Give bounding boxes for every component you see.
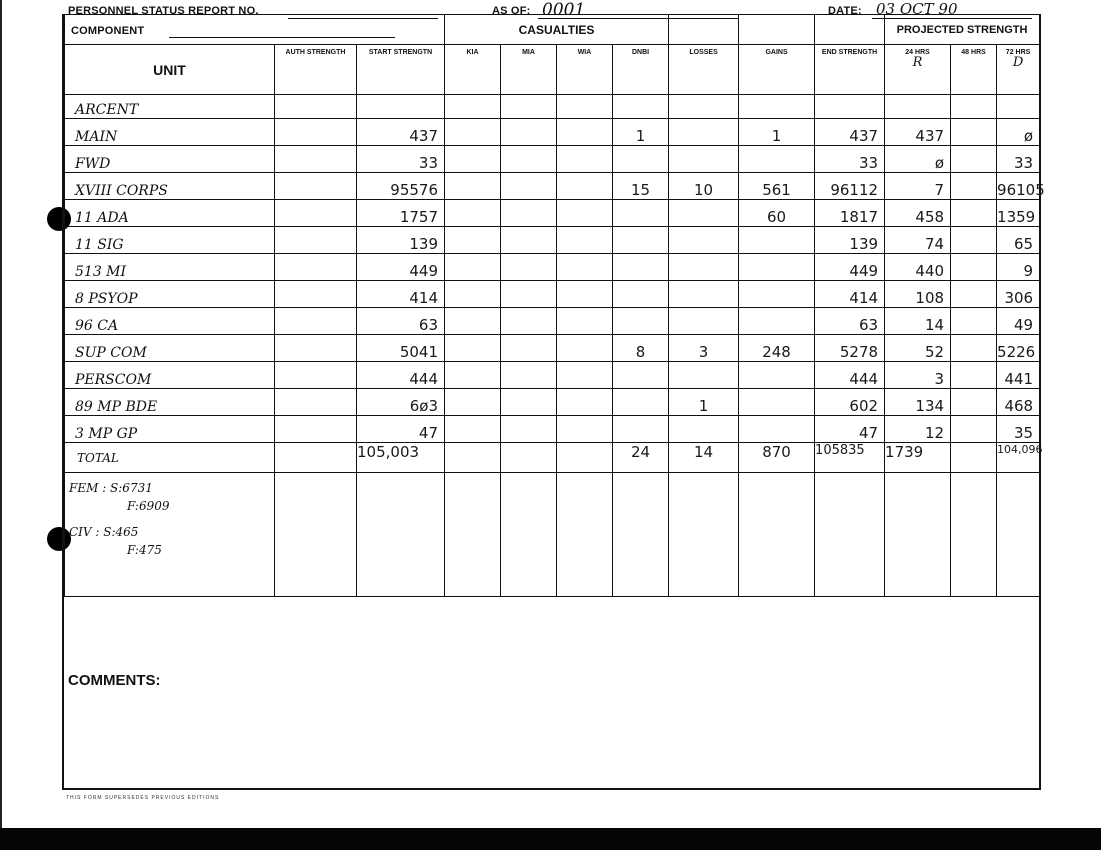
- cell-start: 449: [357, 254, 445, 281]
- cell-mia: [501, 254, 557, 281]
- cell-kia: [445, 308, 501, 335]
- cell-auth: [275, 173, 357, 200]
- cell-h24: 7: [885, 173, 951, 200]
- kia-col-header: KIA: [445, 45, 501, 95]
- total-end: 105835: [815, 443, 885, 473]
- total-row: [65, 443, 1040, 473]
- cell-end: 414: [815, 281, 885, 308]
- cell-start: 6ø3: [357, 389, 445, 416]
- cell-h48: [951, 173, 997, 200]
- cell-mia: [501, 362, 557, 389]
- cell-wia: [557, 362, 613, 389]
- cell-wia: [557, 95, 613, 119]
- cell-h72: ø: [997, 119, 1040, 146]
- cell-gains: [739, 254, 815, 281]
- cell-end: 33: [815, 146, 885, 173]
- cell-mia: [501, 335, 557, 362]
- cell-unit: SUP COM: [65, 335, 275, 362]
- cell-h48: [951, 389, 997, 416]
- cell-end: 96112: [815, 173, 885, 200]
- table-row: [65, 173, 1040, 200]
- cell-dnbi: [613, 227, 669, 254]
- cell-gains: 60: [739, 200, 815, 227]
- cell-dnbi: [613, 95, 669, 119]
- cell-losses: 3: [669, 335, 739, 362]
- cell-kia: [445, 335, 501, 362]
- total-h24: 1739: [885, 443, 951, 473]
- cell-losses: [669, 119, 739, 146]
- cell-gains: [739, 95, 815, 119]
- table-row: [65, 146, 1040, 173]
- cell-start: 63: [357, 308, 445, 335]
- cell-wia: [557, 173, 613, 200]
- cell-h72: 35: [997, 416, 1040, 443]
- table-row: [65, 335, 1040, 362]
- cell-h72: 65: [997, 227, 1040, 254]
- cell-dnbi: 8: [613, 335, 669, 362]
- h48-col-header: 48 HRS: [951, 45, 997, 95]
- cell-h48: [951, 146, 997, 173]
- total-auth: [275, 443, 357, 473]
- cell-losses: 10: [669, 173, 739, 200]
- cell-gains: [739, 146, 815, 173]
- cell-unit: 3 MP GP: [65, 416, 275, 443]
- mia-col-header: MIA: [501, 45, 557, 95]
- cell-h24: 52: [885, 335, 951, 362]
- personnel-status-form: [62, 0, 1045, 790]
- status-table: [64, 14, 1045, 597]
- cell-h24: 440: [885, 254, 951, 281]
- cell-unit: 8 PSYOP: [65, 281, 275, 308]
- cell-kia: [445, 146, 501, 173]
- cell-auth: [275, 227, 357, 254]
- table-row: [65, 200, 1040, 227]
- casualties-header: CASUALTIES: [445, 15, 669, 45]
- cell-wia: [557, 119, 613, 146]
- cell-kia: [445, 254, 501, 281]
- cell-gains: 561: [739, 173, 815, 200]
- cell-h72: 441: [997, 362, 1040, 389]
- component-cell: [65, 15, 445, 45]
- date-value: 03 OCT 90: [876, 0, 958, 18]
- cell-losses: [669, 416, 739, 443]
- cell-start: 95576: [357, 173, 445, 200]
- cell-end: 449: [815, 254, 885, 281]
- cell-dnbi: [613, 146, 669, 173]
- cell-gains: 248: [739, 335, 815, 362]
- date-label: DATE:: [828, 5, 862, 17]
- cell-mia: [501, 227, 557, 254]
- cell-h72: 96105: [997, 173, 1040, 200]
- component-label: COMPONENT: [71, 25, 145, 37]
- cell-mia: [501, 281, 557, 308]
- unit-col-header: UNIT: [65, 45, 275, 95]
- table-row: [65, 389, 1040, 416]
- cell-auth: [275, 200, 357, 227]
- cell-kia: [445, 362, 501, 389]
- cell-start: 33: [357, 146, 445, 173]
- cell-gains: [739, 389, 815, 416]
- gains-col-header: GAINS: [739, 45, 815, 95]
- total-label: TOTAL: [65, 443, 275, 473]
- total-mia: [501, 443, 557, 473]
- table-row: [65, 362, 1040, 389]
- cell-losses: 1: [669, 389, 739, 416]
- cell-kia: [445, 173, 501, 200]
- h24-mark: R: [912, 55, 923, 70]
- table-row: [65, 281, 1040, 308]
- cell-unit: 89 MP BDE: [65, 389, 275, 416]
- cell-h48: [951, 200, 997, 227]
- cell-h48: [951, 281, 997, 308]
- cell-unit: XVIII CORPS: [65, 173, 275, 200]
- cell-end: 5278: [815, 335, 885, 362]
- cell-mia: [501, 200, 557, 227]
- cell-h48: [951, 95, 997, 119]
- cell-losses: [669, 362, 739, 389]
- cell-mia: [501, 95, 557, 119]
- cell-mia: [501, 416, 557, 443]
- cell-gains: 1: [739, 119, 815, 146]
- cell-losses: [669, 281, 739, 308]
- cell-kia: [445, 416, 501, 443]
- cell-h24: 3: [885, 362, 951, 389]
- cell-end: 602: [815, 389, 885, 416]
- cell-start: 139: [357, 227, 445, 254]
- form-footer: THIS FORM SUPERSEDES PREVIOUS EDITIONS: [66, 795, 220, 801]
- cell-unit: MAIN: [65, 119, 275, 146]
- cell-start: 437: [357, 119, 445, 146]
- cell-end: 139: [815, 227, 885, 254]
- cell-wia: [557, 227, 613, 254]
- total-start: 105,003: [357, 443, 445, 473]
- cell-h72: 1359: [997, 200, 1040, 227]
- notes-row: [65, 473, 1040, 597]
- cell-h24: 134: [885, 389, 951, 416]
- cell-dnbi: [613, 362, 669, 389]
- total-losses: 14: [669, 443, 739, 473]
- cell-losses: [669, 254, 739, 281]
- cell-mia: [501, 308, 557, 335]
- civ-start: CIV : S:465: [69, 525, 139, 539]
- fem-start: FEM : S:6731: [69, 481, 153, 495]
- cell-h48: [951, 362, 997, 389]
- table-row: [65, 119, 1040, 146]
- cell-h24: 108: [885, 281, 951, 308]
- cell-h48: [951, 416, 997, 443]
- cell-h48: [951, 308, 997, 335]
- cell-kia: [445, 281, 501, 308]
- cell-auth: [275, 119, 357, 146]
- table-row: [65, 227, 1040, 254]
- cell-h24: 437: [885, 119, 951, 146]
- h72-mark: D: [1012, 55, 1024, 70]
- projected-strength-header: PROJECTED STRENGTH: [885, 15, 1040, 45]
- table-row: [65, 95, 1040, 119]
- as-of-value: 0001: [542, 0, 586, 20]
- report-no-label: PERSONNEL STATUS REPORT NO.: [68, 5, 259, 17]
- cell-start: 444: [357, 362, 445, 389]
- comments-label: COMMENTS:: [68, 672, 161, 689]
- cell-h24: ø: [885, 146, 951, 173]
- end-col-header: END STRENGTH: [815, 45, 885, 95]
- cell-h72: 468: [997, 389, 1040, 416]
- cell-auth: [275, 416, 357, 443]
- table-row: [65, 416, 1040, 443]
- notes-cell: [65, 473, 275, 597]
- unit-rows: [65, 95, 1045, 443]
- civ-final: F:475: [127, 543, 162, 557]
- start-col-header: START STRENGTN: [357, 45, 445, 95]
- auth-col-header: AUTH STRENGTH: [275, 45, 357, 95]
- cell-gains: [739, 227, 815, 254]
- cell-h48: [951, 119, 997, 146]
- cell-h24: 12: [885, 416, 951, 443]
- cell-h72: 9: [997, 254, 1040, 281]
- cell-auth: [275, 95, 357, 119]
- cell-losses: [669, 227, 739, 254]
- cell-unit: FWD: [65, 146, 275, 173]
- cell-gains: [739, 281, 815, 308]
- cell-mia: [501, 173, 557, 200]
- cell-unit: PERSCOM: [65, 362, 275, 389]
- cell-end: 444: [815, 362, 885, 389]
- dnbi-col-header: DNBI: [613, 45, 669, 95]
- cell-kia: [445, 95, 501, 119]
- h24-label: 24 HRS: [905, 49, 930, 56]
- cell-h72: 49: [997, 308, 1040, 335]
- cell-dnbi: [613, 200, 669, 227]
- cell-h72: 306: [997, 281, 1040, 308]
- cell-dnbi: [613, 281, 669, 308]
- total-dnbi: 24: [613, 443, 669, 473]
- h72-label: 72 HRS: [1005, 49, 1031, 56]
- cell-kia: [445, 119, 501, 146]
- cell-end: [815, 95, 885, 119]
- cell-start: [357, 95, 445, 119]
- blank-header-1: [669, 15, 739, 45]
- fem-final: F:6909: [127, 499, 170, 513]
- cell-start: 5041: [357, 335, 445, 362]
- cell-h48: [951, 227, 997, 254]
- losses-col-header: LOSSES: [669, 45, 739, 95]
- table-row: [65, 308, 1040, 335]
- cell-h24: [885, 95, 951, 119]
- cell-dnbi: 1: [613, 119, 669, 146]
- cell-mia: [501, 119, 557, 146]
- cell-h24: 458: [885, 200, 951, 227]
- scan-bottom-bar: [0, 828, 1101, 850]
- as-of-label: AS OF:: [492, 5, 531, 17]
- cell-auth: [275, 389, 357, 416]
- total-h48: [951, 443, 997, 473]
- cell-h48: [951, 254, 997, 281]
- cell-auth: [275, 362, 357, 389]
- cell-losses: [669, 95, 739, 119]
- blank-header-2: [739, 15, 815, 45]
- cell-dnbi: [613, 416, 669, 443]
- wia-col-header: WIA: [557, 45, 613, 95]
- total-kia: [445, 443, 501, 473]
- cell-losses: [669, 200, 739, 227]
- cell-h24: 14: [885, 308, 951, 335]
- cell-losses: [669, 308, 739, 335]
- cell-gains: [739, 362, 815, 389]
- cell-end: 63: [815, 308, 885, 335]
- cell-losses: [669, 146, 739, 173]
- cell-wia: [557, 335, 613, 362]
- table-row: [65, 254, 1040, 281]
- total-h72: 104,096: [997, 443, 1040, 473]
- cell-end: 437: [815, 119, 885, 146]
- cell-gains: [739, 308, 815, 335]
- cell-unit: ARCENT: [65, 95, 275, 119]
- cell-end: 47: [815, 416, 885, 443]
- cell-auth: [275, 254, 357, 281]
- cell-start: 1757: [357, 200, 445, 227]
- cell-h72: 5226: [997, 335, 1040, 362]
- cell-wia: [557, 416, 613, 443]
- cell-gains: [739, 416, 815, 443]
- cell-auth: [275, 146, 357, 173]
- cell-dnbi: [613, 389, 669, 416]
- cell-kia: [445, 227, 501, 254]
- cell-h48: [951, 335, 997, 362]
- cell-start: 414: [357, 281, 445, 308]
- cell-unit: 513 MI: [65, 254, 275, 281]
- cell-mia: [501, 389, 557, 416]
- cell-wia: [557, 146, 613, 173]
- page-edge: [0, 0, 2, 850]
- cell-dnbi: [613, 254, 669, 281]
- cell-unit: 11 ADA: [65, 200, 275, 227]
- blank-header-3: [815, 15, 885, 45]
- cell-wia: [557, 389, 613, 416]
- cell-auth: [275, 281, 357, 308]
- cell-auth: [275, 335, 357, 362]
- cell-unit: 11 SIG: [65, 227, 275, 254]
- cell-h72: [997, 95, 1040, 119]
- cell-end: 1817: [815, 200, 885, 227]
- cell-kia: [445, 200, 501, 227]
- h24-col-header: [885, 45, 951, 95]
- cell-kia: [445, 389, 501, 416]
- cell-dnbi: [613, 308, 669, 335]
- cell-wia: [557, 254, 613, 281]
- cell-auth: [275, 308, 357, 335]
- cell-wia: [557, 281, 613, 308]
- cell-wia: [557, 308, 613, 335]
- h72-col-header: [997, 45, 1040, 95]
- total-gains: 870: [739, 443, 815, 473]
- cell-h72: 33: [997, 146, 1040, 173]
- cell-mia: [501, 146, 557, 173]
- cell-h24: 74: [885, 227, 951, 254]
- cell-dnbi: 15: [613, 173, 669, 200]
- cell-start: 47: [357, 416, 445, 443]
- component-line: [169, 37, 395, 38]
- total-wia: [557, 443, 613, 473]
- cell-unit: 96 CA: [65, 308, 275, 335]
- cell-wia: [557, 200, 613, 227]
